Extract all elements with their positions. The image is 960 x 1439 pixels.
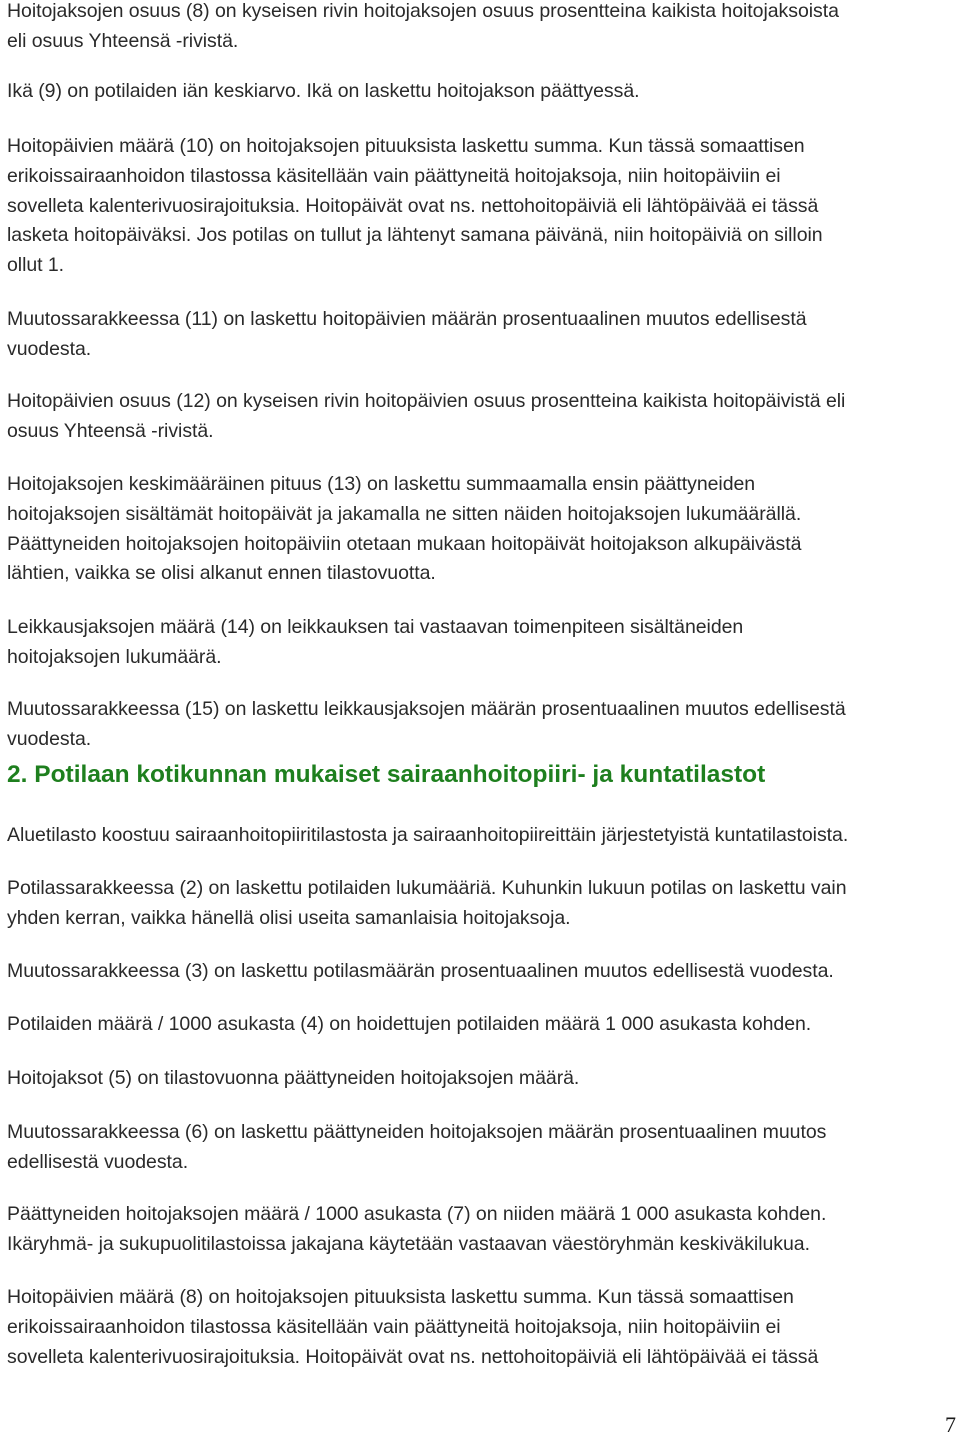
text-line: vuodesta. xyxy=(7,727,92,750)
text-line: Leikkausjaksojen määrä (14) on leikkauksen tai vastaavan toimenpiteen sisältäneiden xyxy=(7,616,744,638)
text-line: Muutossarakkeessa (3) on laskettu potilasmäärän prosentuaalinen muutos edellisestä vuodesta. xyxy=(7,960,834,982)
text-line: vuodesta. xyxy=(7,337,92,360)
paragraph-muutossarake-11 xyxy=(7,305,807,365)
text-line: Päättyneiden hoitojaksojen määrä / 1000 asukasta (7) on niiden määrä 1 000 asukasta kohden. xyxy=(7,1203,827,1225)
text-line: ollut 1. xyxy=(7,254,65,277)
text-line: Päättyneiden hoitojaksojen hoitopäiviin otetaan mukaan hoitopäivät hoitojakson alkupäivästä xyxy=(7,532,802,555)
paragraph-hoitojaksojen-maara-1000 xyxy=(7,1200,826,1260)
text-line: yhden kerran, vaikka hänellä olisi useita samanlaisia hoitojaksoja. xyxy=(7,906,571,929)
paragraph-hoitopaivien-maara xyxy=(7,132,823,281)
text-line: Aluetilasto koostuu sairaanhoitopiiritilastosta ja sairaanhoitopiireittäin järjestetyistä kuntatilastoista. xyxy=(7,824,849,846)
text-line: Muutossarakkeessa (11) on laskettu hoitopäivien määrän prosentuaalinen muutos edellisestä xyxy=(7,308,807,330)
text-line: Potilassarakkeessa (2) on laskettu potilaiden lukumääriä. Kuhunkin lukuun potilas on laskettu vain xyxy=(7,877,847,899)
text-line: hoitojaksojen lukumäärä. xyxy=(7,645,222,668)
paragraph-aluetilasto xyxy=(7,821,848,851)
text-line: Hoitojaksojen keskimääräinen pituus (13) on laskettu summaamalla ensin päättyneiden xyxy=(7,473,756,495)
paragraph-muutossarake-3 xyxy=(7,957,834,987)
paragraph-ika xyxy=(7,77,639,107)
text-line: lasketa hoitopäiväksi. Jos potilas on tullut ja lähtenyt samana päivänä, niin hoitopäiviä on silloin xyxy=(7,224,823,247)
text-line: Hoitojaksot (5) on tilastovuonna päättyneiden hoitojaksojen määrä. xyxy=(7,1067,580,1089)
text-line: sovelleta kalenterivuosirajoituksia. Hoitopäivät ovat ns. nettohoitopäiviä eli lähtöpäivää ei tässä xyxy=(7,1345,819,1368)
paragraph-muutossarake-6 xyxy=(7,1118,826,1178)
paragraph-hoitopaivien-osuus xyxy=(7,387,845,447)
paragraph-leikkausjaksojen-maara xyxy=(7,613,743,673)
text-line: Hoitopäivien määrä (8) on hoitojaksojen pituuksista laskettu summa. Kun tässä somaattisen xyxy=(7,1286,794,1308)
text-line: Potilaiden määrä / 1000 asukasta (4) on hoidettujen potilaiden määrä 1 000 asukasta kohden. xyxy=(7,1013,812,1035)
text-line: Ikäryhmä- ja sukupuolitilastoissa jakajana käytetään vastaavan väestöryhmän keskiväkilukua. xyxy=(7,1232,810,1255)
text-line: Muutossarakkeessa (6) on laskettu päättyneiden hoitojaksojen määrän prosentuaalinen muutos xyxy=(7,1121,827,1143)
text-line: hoitojaksojen sisältämät hoitopäivät ja jakamalla ne sitten näiden hoitojaksojen lukumäärällä. xyxy=(7,502,802,525)
text-line: Muutossarakkeessa (15) on laskettu leikkausjaksojen määrän prosentuaalinen muutos edellisestä xyxy=(7,698,846,720)
text-line: erikoissairaanhoidon tilastossa käsitellään vain päättyneitä hoitojaksoja, niin hoitopäiviin ei xyxy=(7,164,781,187)
paragraph-hoitopaivien-maara-8 xyxy=(7,1283,818,1372)
text-line: edellisestä vuodesta. xyxy=(7,1150,189,1173)
text-line: eli osuus Yhteensä -rivistä. xyxy=(7,29,239,52)
paragraph-potilaiden-maara xyxy=(7,1010,811,1040)
text-line: Hoitopäivien määrä (10) on hoitojaksojen pituuksista laskettu summa. Kun tässä somaattisen xyxy=(7,135,805,157)
paragraph-potilassarake xyxy=(7,874,847,934)
paragraph-hoitojaksojen-osuus xyxy=(7,0,839,57)
text-line: sovelleta kalenterivuosirajoituksia. Hoitopäivät ovat ns. nettohoitopäiviä eli lähtöpäivää ei tässä xyxy=(7,194,819,217)
text-line: Hoitopäivien osuus (12) on kyseisen rivin hoitopäivien osuus prosentteina kaikista hoitopäivistä eli xyxy=(7,390,846,412)
paragraph-muutossarake-15 xyxy=(7,695,846,755)
page-number: 7 xyxy=(945,1412,956,1437)
section-heading: 2. Potilaan kotikunnan mukaiset sairaanhoitopiiri- ja kuntatilastot xyxy=(7,761,766,788)
text-line: osuus Yhteensä -rivistä. xyxy=(7,419,214,442)
text-line: lähtien, vaikka se olisi alkanut ennen tilastovuotta. xyxy=(7,562,436,585)
paragraph-hoitojaksot xyxy=(7,1064,579,1094)
paragraph-keskimaarainen-pituus xyxy=(7,470,801,589)
text-line: Ikä (9) on potilaiden iän keskiarvo. Ikä on laskettu hoitojakson päättyessä. xyxy=(7,80,640,102)
text-line: Hoitojaksojen osuus (8) on kyseisen rivin hoitojaksojen osuus prosentteina kaikista hoitojaksoista xyxy=(7,0,839,22)
text-line: erikoissairaanhoidon tilastossa käsitellään vain päättyneitä hoitojaksoja, niin hoitopäiviin ei xyxy=(7,1315,781,1338)
